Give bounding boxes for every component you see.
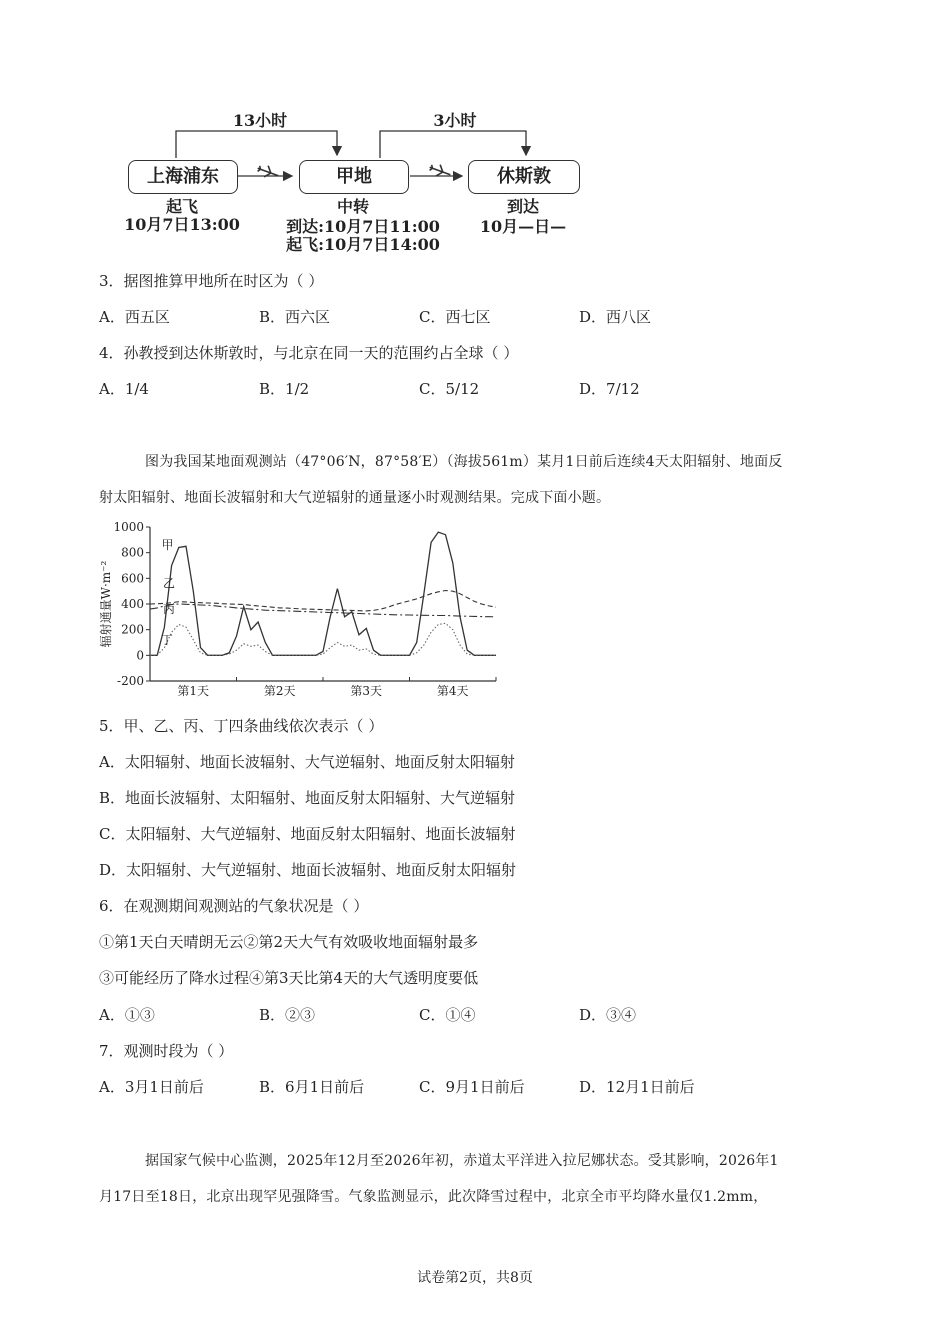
q6-option-c[interactable]: C．①④ xyxy=(419,1006,476,1024)
series-label: 丁 xyxy=(160,632,173,647)
q3-option-a[interactable]: A．西五区 xyxy=(99,308,170,326)
page-footer: 试卷第2页，共8页 xyxy=(417,1270,533,1286)
q6-statements-1: ①第1天白天晴朗无云②第2天大气有效吸收地面辐射最多 xyxy=(99,933,479,951)
q7-option-b[interactable]: B．6月1日前后 xyxy=(259,1078,365,1096)
y-tick-label: 200 xyxy=(121,622,144,637)
series-bing-line xyxy=(150,601,496,617)
q4-option-c[interactable]: C．5/12 xyxy=(419,380,480,398)
y-tick-label: 1000 xyxy=(113,520,144,534)
q5-option-c[interactable]: C．太阳辐射、大气逆辐射、地面反射太阳辐射、地面长波辐射 xyxy=(99,825,516,843)
q6-option-d[interactable]: D．③④ xyxy=(579,1006,637,1024)
intro-paragraph-2-line-2: 月17日至18日，北京出现罕见强降雪。气象监测显示，此次降雪过程中，北京全市平均降水量仅1.2mm， xyxy=(99,1189,768,1205)
series-jia-line xyxy=(150,532,496,655)
series-label: 甲 xyxy=(161,537,174,552)
series-label: 丙 xyxy=(162,601,175,616)
origin-box: 上海浦东 xyxy=(128,160,238,194)
y-tick-label: 0 xyxy=(136,648,144,663)
q7-option-a[interactable]: A．3月1日前后 xyxy=(99,1078,204,1096)
y-axis-label: 辐射通量W·m⁻² xyxy=(99,560,113,648)
flight-diagram xyxy=(0,100,950,260)
q7-option-d[interactable]: D．12月1日前后 xyxy=(579,1078,695,1096)
y-tick-label: 600 xyxy=(121,571,144,586)
question-5-stem: 5．甲、乙、丙、丁四条曲线依次表示（ ） xyxy=(99,717,384,735)
q3-option-b[interactable]: B．西六区 xyxy=(259,308,331,326)
destination-time: 10月—日— xyxy=(479,217,567,236)
q4-option-d[interactable]: D．7/12 xyxy=(579,380,640,398)
q5-option-a[interactable]: A．太阳辐射、地面长波辐射、大气逆辐射、地面反射太阳辐射 xyxy=(99,753,515,771)
q5-option-b[interactable]: B．地面长波辐射、太阳辐射、地面反射太阳辐射、大气逆辐射 xyxy=(99,789,516,807)
q6-option-a[interactable]: A．①③ xyxy=(99,1006,155,1024)
x-tick-label: 第2天 xyxy=(263,684,296,698)
question-6-stem: 6．在观测期间观测站的气象状况是（ ） xyxy=(99,897,369,915)
q5-option-d[interactable]: D．太阳辐射、大气逆辐射、地面长波辐射、地面反射太阳辐射 xyxy=(99,861,517,879)
y-tick-label: 400 xyxy=(121,597,144,611)
q6-statements-2: ③可能经历了降水过程④第3天比第4天的大气透明度要低 xyxy=(99,969,479,987)
q6-option-b[interactable]: B．②③ xyxy=(259,1006,316,1024)
intro-paragraph-1-line-1: 图为我国某地面观测站（47°06′N，87°58′E）（海拔561m）某月1日前后连续4天太阳辐射、地面反 xyxy=(145,454,783,470)
origin-time: 10月7日13:00 xyxy=(124,215,240,234)
question-4-stem: 4．孙教授到达休斯敦时，与北京在同一天的范围约占全球（ ） xyxy=(99,344,519,362)
x-tick-label: 第1天 xyxy=(177,684,210,698)
airplane-icon xyxy=(256,163,281,182)
series-label: 乙 xyxy=(162,576,175,591)
airplane-icon xyxy=(428,162,453,181)
transit-departure: 起飞:10月7日14:00 xyxy=(286,235,440,254)
question-3-stem: 3．据图推算甲地所在时区为（ ） xyxy=(99,272,324,290)
q7-option-c[interactable]: C．9月1日前后 xyxy=(419,1078,525,1096)
y-tick-label: -200 xyxy=(117,674,144,688)
q3-option-d[interactable]: D．西八区 xyxy=(579,308,652,326)
y-tick-label: 800 xyxy=(121,545,144,560)
series-yi-line xyxy=(150,591,496,611)
radiation-chart xyxy=(96,516,516,701)
question-7-stem: 7．观测时段为（ ） xyxy=(99,1042,234,1060)
q3-option-c[interactable]: C．西七区 xyxy=(419,308,491,326)
origin-label: 起飞 xyxy=(165,197,198,216)
intro-paragraph-2-line-1: 据国家气候中心监测，2025年12月至2026年初，赤道太平洋进入拉尼娜状态。受其影响，2026年1 xyxy=(145,1153,779,1169)
transit-arrival: 到达:10月7日11:00 xyxy=(286,217,440,236)
duration-label-right: 3小时 xyxy=(433,111,477,130)
chart-series xyxy=(150,532,496,655)
transit-box: 甲地 xyxy=(299,160,409,194)
q4-option-a[interactable]: A．1/4 xyxy=(99,380,149,398)
q4-option-b[interactable]: B．1/2 xyxy=(259,380,310,398)
duration-label-left: 13小时 xyxy=(232,111,288,130)
transit-label: 中转 xyxy=(336,197,369,216)
destination-box: 休斯敦 xyxy=(468,160,580,194)
x-tick-label: 第3天 xyxy=(350,684,383,698)
intro-paragraph-1-line-2: 射太阳辐射、地面长波辐射和大气逆辐射的通量逐小时观测结果。完成下面小题。 xyxy=(99,490,611,506)
destination-label: 到达 xyxy=(506,197,539,216)
x-tick-label: 第4天 xyxy=(436,684,469,698)
